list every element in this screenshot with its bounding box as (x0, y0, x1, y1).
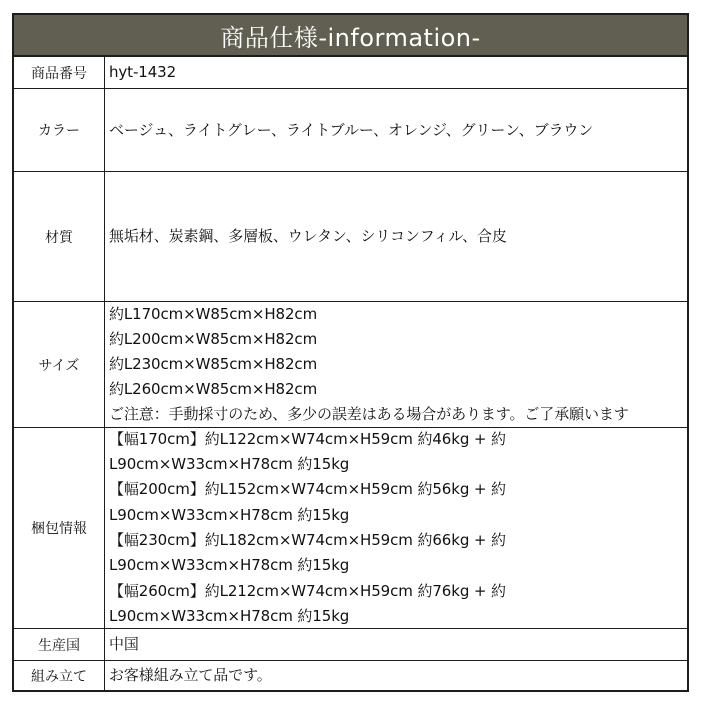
value-line: hyt-1432 (109, 63, 177, 81)
row-material (14, 172, 687, 302)
value-line: 【幅200cm】約L152cm×W74cm×H59cm 約56kg + 約 (109, 480, 506, 499)
row-label: 商品番号 (14, 57, 105, 88)
row-color (14, 89, 687, 172)
row-packaging (14, 428, 687, 629)
row-assembly (14, 661, 687, 690)
row-label: カラー (14, 89, 105, 171)
row-country (14, 629, 687, 661)
row-label: 材質 (14, 172, 105, 301)
value-line: L90cm×W33cm×H78cm 約15kg (109, 455, 350, 474)
value-line: お客様組み立て品です。 (109, 666, 272, 684)
value-line: 【幅230cm】約L182cm×W74cm×H59cm 約66kg + 約 (109, 531, 506, 549)
value-line: ベージュ、ライトグレー、ライトブルー、オレンジ、グリーン、ブラウン (109, 120, 594, 139)
value-line: L90cm×W33cm×H78cm 約15kg (109, 505, 350, 524)
value-line: 【幅170cm】約L122cm×W74cm×H59cm 約46kg + 約 (109, 429, 506, 448)
row-label: サイズ (14, 302, 105, 427)
value-line: 約L260cm×W85cm×H82cm (109, 380, 318, 398)
row-label: 組み立て (14, 661, 105, 690)
row-size (14, 302, 687, 428)
value-line: L90cm×W33cm×H78cm 約15kg (109, 556, 350, 575)
row-label: 生産国 (14, 629, 105, 660)
value-line: 約L170cm×W85cm×H82cm (109, 305, 318, 323)
row-value (105, 172, 687, 301)
row-value (105, 629, 687, 660)
row-value (105, 89, 687, 171)
value-line: 約L230cm×W85cm×H82cm (109, 355, 318, 373)
spec-table (12, 13, 689, 692)
row-value (105, 57, 687, 88)
row-value (105, 661, 687, 690)
value-line: L90cm×W33cm×H78cm 約15kg (109, 606, 350, 625)
value-line: 約L200cm×W85cm×H82cm (109, 330, 318, 348)
value-note: ご注意：手動採寸のため、多少の誤差はある場合があります。ご了承願います (109, 405, 629, 423)
value-line: 中国 (109, 635, 139, 653)
row-label: 梱包情報 (14, 428, 105, 628)
row-value (105, 428, 687, 628)
value-line: 無垢材、炭素鋼、多層板、ウレタン、シリコンフィル、合皮 (109, 227, 507, 245)
row-product-number (14, 57, 687, 89)
row-value (105, 302, 687, 427)
table-title: 商品仕様-information- (14, 15, 687, 57)
value-line: 【幅260cm】約L212cm×W74cm×H59cm 約76kg + 約 (109, 581, 506, 600)
